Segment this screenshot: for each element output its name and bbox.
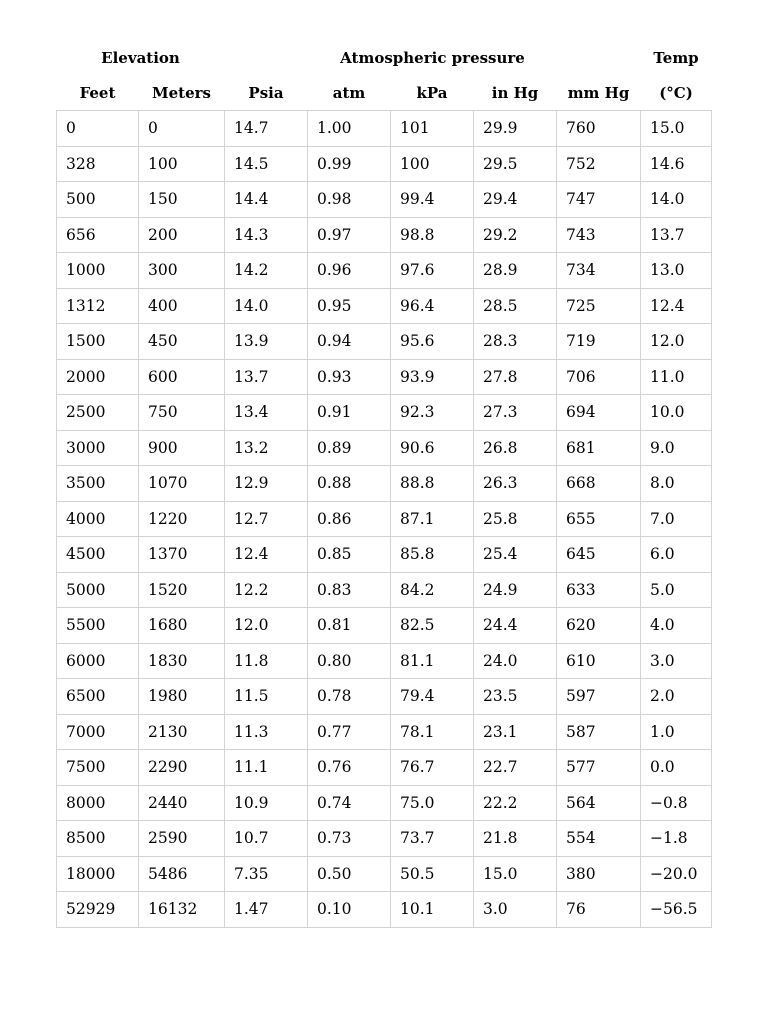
cell-temp-c: 13.0: [641, 253, 712, 289]
cell-feet: 2500: [57, 395, 139, 431]
cell-psia: 14.2: [225, 253, 308, 289]
cell-psia: 12.9: [225, 466, 308, 502]
cell-temp-c: 10.0: [641, 395, 712, 431]
cell-kpa: 99.4: [391, 182, 474, 218]
cell-in-hg: 15.0: [474, 856, 557, 892]
table-row: [57, 856, 712, 892]
cell-in-hg: 25.8: [474, 501, 557, 537]
cell-psia: 14.4: [225, 182, 308, 218]
cell-in-hg: 29.9: [474, 111, 557, 147]
cell-psia: 13.7: [225, 359, 308, 395]
cell-meters: 200: [139, 217, 225, 253]
cell-meters: 0: [139, 111, 225, 147]
cell-feet: 1312: [57, 288, 139, 324]
cell-kpa: 75.0: [391, 785, 474, 821]
cell-kpa: 10.1: [391, 892, 474, 928]
cell-meters: 400: [139, 288, 225, 324]
cell-psia: 11.1: [225, 750, 308, 786]
cell-feet: 6000: [57, 643, 139, 679]
cell-temp-c: −1.8: [641, 821, 712, 857]
cell-mm-hg: 743: [557, 217, 641, 253]
cell-in-hg: 23.5: [474, 679, 557, 715]
table-row: [57, 643, 712, 679]
cell-meters: 5486: [139, 856, 225, 892]
table-row: [57, 714, 712, 750]
cell-in-hg: 29.5: [474, 146, 557, 182]
cell-in-hg: 28.9: [474, 253, 557, 289]
cell-atm: 0.10: [308, 892, 391, 928]
cell-temp-c: −56.5: [641, 892, 712, 928]
cell-meters: 1980: [139, 679, 225, 715]
cell-in-hg: 29.2: [474, 217, 557, 253]
cell-temp-c: 5.0: [641, 572, 712, 608]
table-row: [57, 395, 712, 431]
cell-feet: 2000: [57, 359, 139, 395]
cell-psia: 13.2: [225, 430, 308, 466]
cell-in-hg: 27.3: [474, 395, 557, 431]
cell-psia: 14.0: [225, 288, 308, 324]
table-row: [57, 821, 712, 857]
cell-meters: 1680: [139, 608, 225, 644]
cell-meters: 2290: [139, 750, 225, 786]
cell-feet: 6500: [57, 679, 139, 715]
cell-mm-hg: 597: [557, 679, 641, 715]
cell-temp-c: 2.0: [641, 679, 712, 715]
cell-kpa: 76.7: [391, 750, 474, 786]
cell-meters: 1830: [139, 643, 225, 679]
cell-psia: 7.35: [225, 856, 308, 892]
cell-temp-c: 15.0: [641, 111, 712, 147]
cell-in-hg: 28.3: [474, 324, 557, 360]
cell-psia: 12.2: [225, 572, 308, 608]
cell-meters: 450: [139, 324, 225, 360]
table-row: [57, 785, 712, 821]
cell-kpa: 95.6: [391, 324, 474, 360]
cell-psia: 11.8: [225, 643, 308, 679]
cell-mm-hg: 587: [557, 714, 641, 750]
cell-mm-hg: 747: [557, 182, 641, 218]
cell-atm: 0.78: [308, 679, 391, 715]
cell-kpa: 85.8: [391, 537, 474, 573]
cell-feet: 500: [57, 182, 139, 218]
cell-temp-c: 12.4: [641, 288, 712, 324]
table-row: [57, 750, 712, 786]
cell-temp-c: 13.7: [641, 217, 712, 253]
cell-meters: 1070: [139, 466, 225, 502]
cell-temp-c: 12.0: [641, 324, 712, 360]
cell-kpa: 100: [391, 146, 474, 182]
cell-meters: 900: [139, 430, 225, 466]
cell-in-hg: 22.2: [474, 785, 557, 821]
cell-atm: 0.83: [308, 572, 391, 608]
cell-feet: 656: [57, 217, 139, 253]
cell-mm-hg: 752: [557, 146, 641, 182]
cell-atm: 0.50: [308, 856, 391, 892]
cell-mm-hg: 76: [557, 892, 641, 928]
cell-feet: 7000: [57, 714, 139, 750]
cell-temp-c: 3.0: [641, 643, 712, 679]
column-header-feet: Feet: [79, 84, 116, 102]
cell-temp-c: 14.0: [641, 182, 712, 218]
group-header-atmospheric-pressure: Atmospheric pressure: [340, 49, 525, 67]
cell-psia: 12.0: [225, 608, 308, 644]
cell-kpa: 81.1: [391, 643, 474, 679]
column-header-atm: atm: [332, 84, 366, 102]
cell-meters: 1220: [139, 501, 225, 537]
cell-feet: 8500: [57, 821, 139, 857]
cell-meters: 300: [139, 253, 225, 289]
cell-in-hg: 27.8: [474, 359, 557, 395]
cell-atm: 0.98: [308, 182, 391, 218]
cell-feet: 18000: [57, 856, 139, 892]
cell-atm: 0.89: [308, 430, 391, 466]
cell-feet: 0: [57, 111, 139, 147]
cell-feet: 4500: [57, 537, 139, 573]
cell-psia: 11.3: [225, 714, 308, 750]
cell-in-hg: 25.4: [474, 537, 557, 573]
cell-mm-hg: 706: [557, 359, 641, 395]
cell-atm: 0.95: [308, 288, 391, 324]
cell-temp-c: 9.0: [641, 430, 712, 466]
cell-atm: 0.80: [308, 643, 391, 679]
cell-mm-hg: 554: [557, 821, 641, 857]
cell-atm: 0.86: [308, 501, 391, 537]
cell-meters: 750: [139, 395, 225, 431]
cell-meters: 100: [139, 146, 225, 182]
cell-atm: 0.99: [308, 146, 391, 182]
cell-mm-hg: 719: [557, 324, 641, 360]
cell-temp-c: 0.0: [641, 750, 712, 786]
table-row: [57, 288, 712, 324]
cell-mm-hg: 681: [557, 430, 641, 466]
cell-psia: 12.4: [225, 537, 308, 573]
cell-mm-hg: 760: [557, 111, 641, 147]
cell-temp-c: 11.0: [641, 359, 712, 395]
cell-mm-hg: 564: [557, 785, 641, 821]
cell-mm-hg: 620: [557, 608, 641, 644]
cell-psia: 1.47: [225, 892, 308, 928]
table-row: [57, 892, 712, 928]
cell-in-hg: 26.3: [474, 466, 557, 502]
table-row: [57, 182, 712, 218]
cell-atm: 0.94: [308, 324, 391, 360]
cell-kpa: 101: [391, 111, 474, 147]
cell-in-hg: 3.0: [474, 892, 557, 928]
table-row: [57, 359, 712, 395]
cell-kpa: 98.8: [391, 217, 474, 253]
cell-feet: 3500: [57, 466, 139, 502]
cell-psia: 11.5: [225, 679, 308, 715]
cell-kpa: 88.8: [391, 466, 474, 502]
table-row: [57, 430, 712, 466]
cell-temp-c: −0.8: [641, 785, 712, 821]
cell-feet: 3000: [57, 430, 139, 466]
cell-meters: 2440: [139, 785, 225, 821]
cell-in-hg: 24.0: [474, 643, 557, 679]
cell-mm-hg: 633: [557, 572, 641, 608]
cell-meters: 600: [139, 359, 225, 395]
cell-feet: 328: [57, 146, 139, 182]
atmospheric-pressure-table: [56, 40, 712, 928]
cell-kpa: 73.7: [391, 821, 474, 857]
table-row: [57, 572, 712, 608]
cell-psia: 13.4: [225, 395, 308, 431]
cell-atm: 1.00: [308, 111, 391, 147]
cell-psia: 14.3: [225, 217, 308, 253]
column-header-mm-hg: mm Hg: [567, 84, 630, 102]
cell-in-hg: 24.9: [474, 572, 557, 608]
table-row: [57, 608, 712, 644]
cell-kpa: 96.4: [391, 288, 474, 324]
cell-meters: 1370: [139, 537, 225, 573]
cell-in-hg: 22.7: [474, 750, 557, 786]
cell-meters: 2590: [139, 821, 225, 857]
table-row: [57, 146, 712, 182]
cell-psia: 12.7: [225, 501, 308, 537]
cell-atm: 0.88: [308, 466, 391, 502]
table-row: [57, 679, 712, 715]
column-header-in-hg: in Hg: [491, 84, 539, 102]
cell-psia: 10.7: [225, 821, 308, 857]
cell-temp-c: 14.6: [641, 146, 712, 182]
cell-atm: 0.73: [308, 821, 391, 857]
cell-atm: 0.81: [308, 608, 391, 644]
column-header-meters: Meters: [152, 84, 211, 102]
group-header-temp: Temp: [653, 49, 699, 67]
cell-mm-hg: 577: [557, 750, 641, 786]
cell-meters: 16132: [139, 892, 225, 928]
group-header-elevation: Elevation: [101, 49, 180, 67]
cell-temp-c: 7.0: [641, 501, 712, 537]
cell-atm: 0.74: [308, 785, 391, 821]
column-header-kpa: kPa: [416, 84, 448, 102]
cell-kpa: 92.3: [391, 395, 474, 431]
cell-feet: 1500: [57, 324, 139, 360]
cell-atm: 0.93: [308, 359, 391, 395]
cell-feet: 7500: [57, 750, 139, 786]
table-row: [57, 217, 712, 253]
table-row: [57, 253, 712, 289]
cell-feet: 1000: [57, 253, 139, 289]
cell-meters: 2130: [139, 714, 225, 750]
cell-kpa: 50.5: [391, 856, 474, 892]
cell-mm-hg: 668: [557, 466, 641, 502]
cell-in-hg: 26.8: [474, 430, 557, 466]
table-row: [57, 324, 712, 360]
cell-mm-hg: 610: [557, 643, 641, 679]
cell-meters: 1520: [139, 572, 225, 608]
cell-mm-hg: 380: [557, 856, 641, 892]
table-row: [57, 501, 712, 537]
cell-mm-hg: 645: [557, 537, 641, 573]
table-row: [57, 537, 712, 573]
column-header-temp-celsius: (°C): [659, 84, 693, 102]
cell-mm-hg: 725: [557, 288, 641, 324]
cell-psia: 14.7: [225, 111, 308, 147]
cell-mm-hg: 734: [557, 253, 641, 289]
cell-feet: 5000: [57, 572, 139, 608]
cell-in-hg: 24.4: [474, 608, 557, 644]
cell-psia: 10.9: [225, 785, 308, 821]
cell-in-hg: 23.1: [474, 714, 557, 750]
table-row: [57, 466, 712, 502]
cell-atm: 0.91: [308, 395, 391, 431]
cell-kpa: 87.1: [391, 501, 474, 537]
cell-feet: 52929: [57, 892, 139, 928]
cell-kpa: 97.6: [391, 253, 474, 289]
table-body: [57, 111, 712, 928]
cell-atm: 0.96: [308, 253, 391, 289]
cell-mm-hg: 655: [557, 501, 641, 537]
cell-atm: 0.85: [308, 537, 391, 573]
cell-psia: 13.9: [225, 324, 308, 360]
cell-kpa: 79.4: [391, 679, 474, 715]
cell-meters: 150: [139, 182, 225, 218]
cell-kpa: 82.5: [391, 608, 474, 644]
cell-feet: 5500: [57, 608, 139, 644]
cell-kpa: 93.9: [391, 359, 474, 395]
cell-atm: 0.77: [308, 714, 391, 750]
cell-temp-c: 6.0: [641, 537, 712, 573]
cell-in-hg: 29.4: [474, 182, 557, 218]
cell-temp-c: 8.0: [641, 466, 712, 502]
column-header-psia: Psia: [248, 84, 284, 102]
column-header-row: [57, 76, 712, 111]
cell-atm: 0.76: [308, 750, 391, 786]
cell-psia: 14.5: [225, 146, 308, 182]
cell-in-hg: 28.5: [474, 288, 557, 324]
cell-atm: 0.97: [308, 217, 391, 253]
cell-mm-hg: 694: [557, 395, 641, 431]
cell-feet: 4000: [57, 501, 139, 537]
table-row: [57, 111, 712, 147]
cell-temp-c: −20.0: [641, 856, 712, 892]
cell-in-hg: 21.8: [474, 821, 557, 857]
cell-feet: 8000: [57, 785, 139, 821]
group-header-row: [57, 40, 712, 76]
cell-kpa: 84.2: [391, 572, 474, 608]
cell-kpa: 90.6: [391, 430, 474, 466]
cell-temp-c: 4.0: [641, 608, 712, 644]
cell-temp-c: 1.0: [641, 714, 712, 750]
pressure-table-container: [56, 40, 712, 928]
cell-kpa: 78.1: [391, 714, 474, 750]
